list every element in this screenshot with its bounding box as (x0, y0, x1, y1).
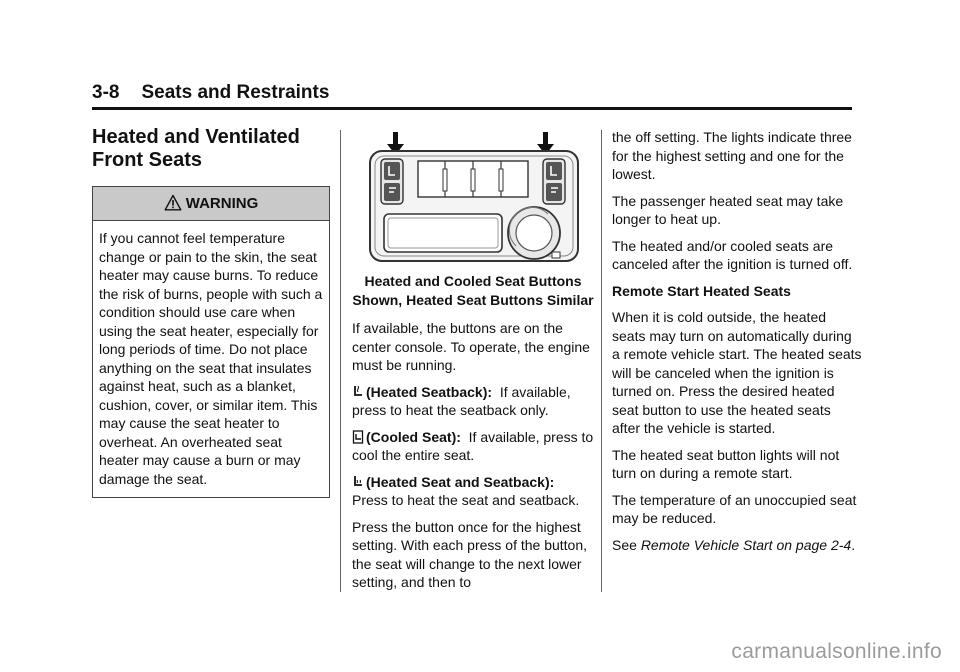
cooled-seat-label: (Cooled Seat): (366, 428, 461, 445)
column-right (612, 128, 862, 562)
paragraph: The passenger heated seat may take longer to heat up. (612, 192, 844, 227)
seat-buttons-figure (352, 126, 594, 266)
paragraph: The heated and/or cooled seats are canceled after the ignition is turned off. (612, 237, 853, 272)
paragraph: the off setting. The lights indicate three for the highest setting and one for the lowest. (612, 129, 852, 182)
heated-seat-seatback-item (352, 473, 594, 510)
paragraph: The temperature of an unoccupied seat may be reduced. (612, 491, 857, 526)
exclamation-icon (164, 194, 182, 212)
heated-seat-seatback-icon (352, 475, 364, 489)
period: . (851, 536, 856, 553)
setting-paragraph: Press the button once for the highest setting. With each press of the button, the seat will change to the next lower setting, and then to (352, 518, 588, 590)
section-title: Heated and Ventilated Front Seats (92, 126, 300, 171)
cross-reference (612, 536, 862, 555)
page-number: 3-8 (92, 82, 120, 103)
warning-box (92, 186, 330, 498)
subheading: Remote Start Heated Seats (612, 282, 791, 299)
heated-seatback-text: If available, press to heat the seatback only. (352, 383, 571, 418)
cooled-seat-text: If available, press to cool the entire seat. (352, 428, 594, 463)
paragraph: When it is cold outside, the heated seats may turn on automatically during a remote vehicle start. The heated seats will be canceled when the ignition is turned on. Press the desired heated seat button to use the heated seats after the vehicle is started. (612, 309, 862, 436)
watermark: carmanualsonline.info (731, 640, 942, 663)
paragraph: The heated seat button lights will not turn on during a remote start. (612, 446, 840, 481)
figure-caption: Heated and Cooled Seat Buttons Shown, Heated Seat Buttons Similar (352, 273, 594, 308)
column-left (92, 126, 330, 498)
cooled-seat-item (352, 428, 594, 465)
warning-text: If you cannot feel temperature change or pain to the skin, the seat heater may cause burns. To reduce the risk of burns, people with such a condition should use care when using the seat heater, especially for long periods of time. Do not place anything on the seat that insulates against heat, such as a blanket, cushion, cover, or similar item. This may cause the seat heater to overheat. An overheated seat heater may cause a burn or may damage the seat. (99, 230, 323, 487)
warning-title: WARNING (185, 195, 259, 212)
see-label: See (612, 536, 637, 553)
heated-seat-seatback-label: (Heated Seat and Seatback): (366, 473, 555, 490)
column-divider (340, 130, 341, 592)
column-middle (352, 126, 594, 600)
chapter-title: Seats and Restraints (141, 82, 330, 103)
cross-reference-link[interactable]: Remote Vehicle Start on page 2-4 (640, 536, 852, 553)
page-header (92, 82, 852, 110)
cooled-seat-icon (352, 430, 364, 444)
intro-paragraph: If available, the buttons are on the center console. To operate, the engine must be running. (352, 320, 590, 373)
warning-header (93, 187, 329, 221)
heated-seatback-item (352, 383, 594, 420)
column-divider (601, 130, 602, 592)
heated-seatback-icon (352, 385, 364, 399)
heated-seat-seatback-text: Press to heat the seat and seatback. (352, 492, 580, 508)
heated-seatback-label: (Heated Seatback): (366, 383, 493, 400)
